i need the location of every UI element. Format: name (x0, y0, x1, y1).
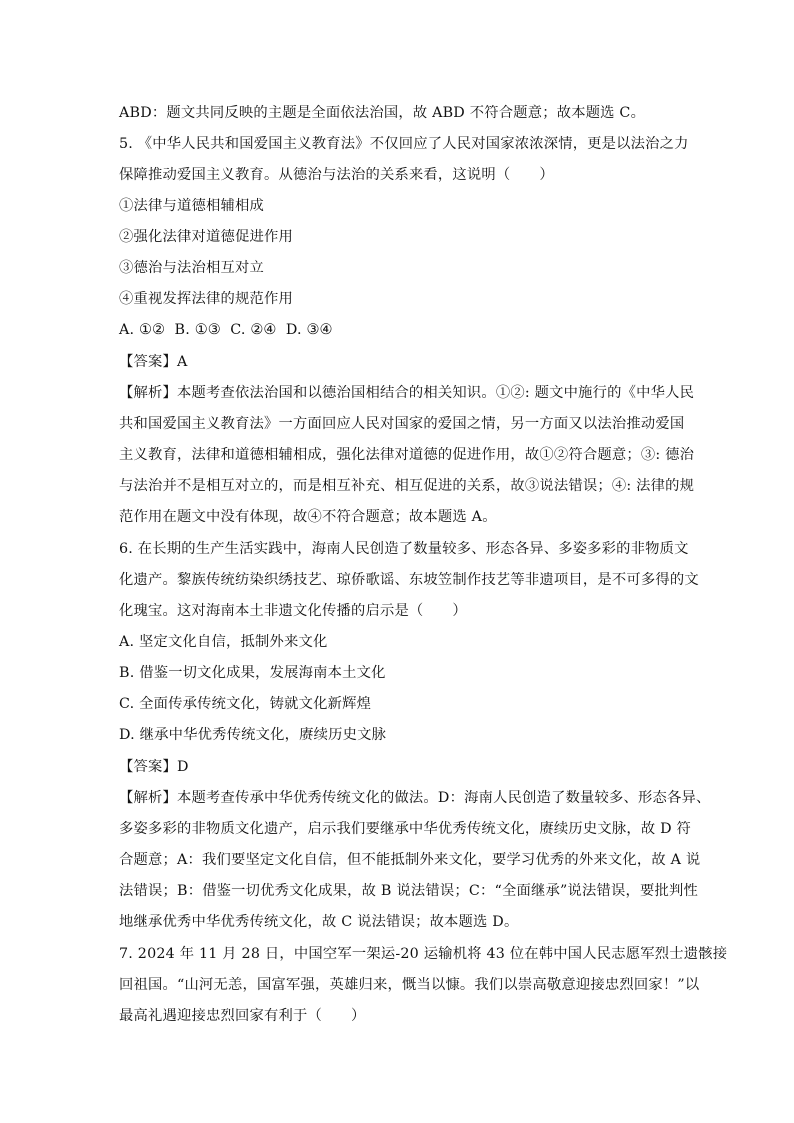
explanation-line: 多姿多彩的非物质文化遗产，启示我们要继承中华优秀传统文化，赓续历史文脉，故 D 符 (119, 821, 692, 837)
statement-3: ③德治与法治相互对立 (119, 260, 264, 276)
statement-2: ②强化法律对道德促进作用 (119, 229, 293, 245)
explanation-line: 范作用在题文中没有体现，故④不符合题意；故本题选 A。 (119, 509, 497, 525)
option-a: A. 坚定文化自信，抵制外来文化 (119, 634, 328, 650)
question-6-stem: 化遗产。黎族传统纺染织绣技艺、琼侨歌谣、东坡笠制作技艺等非遗项目，是不可多得的文 (119, 572, 699, 588)
explanation-line: 法错误；B：借鉴一切优秀文化成果，故 B 说法错误；C：“全面继承”说法错误，要批判性 (119, 883, 698, 899)
question-5-stem: 5. 《中华人民共和国爱国主义教育法》不仅回应了人民对国家浓浓深情，更是以法治之力 (119, 136, 689, 152)
question-7-stem: 7. 2024 年 11 月 28 日，中国空军一架运-20 运输机将 43 位在韩中国人民志愿军烈士遗骸接 (119, 946, 728, 962)
text-line: ABD：题文共同反映的主题是全面依法治国，故 ABD 不符合题意；故本题选 C。 (119, 105, 646, 121)
explanation-line: 【解析】本题考查依法治国和以德治国相结合的相关知识。①②: 题文中施行的《中华人民 (119, 385, 695, 401)
question-7-stem: 回祖国。“山河无恙，国富军强，英雄归来，慨当以慷。我们以崇高敬意迎接忠烈回家！”以 (119, 977, 700, 993)
answer-options: A. ①② B. ①③ C. ②④ D. ③④ (119, 322, 333, 338)
explanation-line: 与法治并不是相互对立的，而是相互补充、相互促进的关系，故③说法错误；④: 法律的规 (119, 478, 695, 494)
question-6-stem: 6. 在长期的生产生活实践中，海南人民创造了数量较多、形态各异、多姿多彩的非物质文 (119, 541, 689, 557)
option-d: D. 继承中华优秀传统文化，赓续历史文脉 (119, 727, 387, 743)
statement-4: ④重视发挥法律的规范作用 (119, 291, 293, 307)
explanation-line: 地继承优秀中华优秀传统文化，故 C 说法错误；故本题选 D。 (119, 914, 519, 930)
explanation-line: 合题意；A：我们要坚定文化自信，但不能抵制外来文化，要学习优秀的外来文化，故 A 说 (119, 852, 701, 868)
explanation-line: 【解析】本题考查传承中华优秀传统文化的做法。D：海南人民创造了数量较多、形态各异、 (119, 790, 711, 806)
statement-1: ①法律与道德相辅相成 (119, 198, 264, 214)
explanation-line: 共和国爱国主义教育法》一方面回应人民对国家的爱国之情，另一方面又以法治推动爱国 (119, 416, 685, 432)
question-6-stem: 化瑰宝。这对海南本土非遗文化传播的启示是（ ） (119, 603, 467, 619)
answer-label: 【答案】D (119, 759, 189, 775)
option-c: C. 全面传承传统文化，铸就文化新辉煌 (119, 696, 372, 712)
question-5-stem: 保障推动爱国主义教育。从德治与法治的关系来看，这说明（ ） (119, 167, 554, 183)
option-b: B. 借鉴一切文化成果，发展海南本土文化 (119, 665, 386, 681)
explanation-line: 主义教育，法律和道德相辅相成，强化法律对道德的促进作用，故①②符合题意；③: 德治 (119, 447, 695, 463)
answer-label: 【答案】A (119, 354, 188, 370)
question-7-stem: 最高礼遇迎接忠烈回家有利于（ ） (119, 1008, 366, 1024)
